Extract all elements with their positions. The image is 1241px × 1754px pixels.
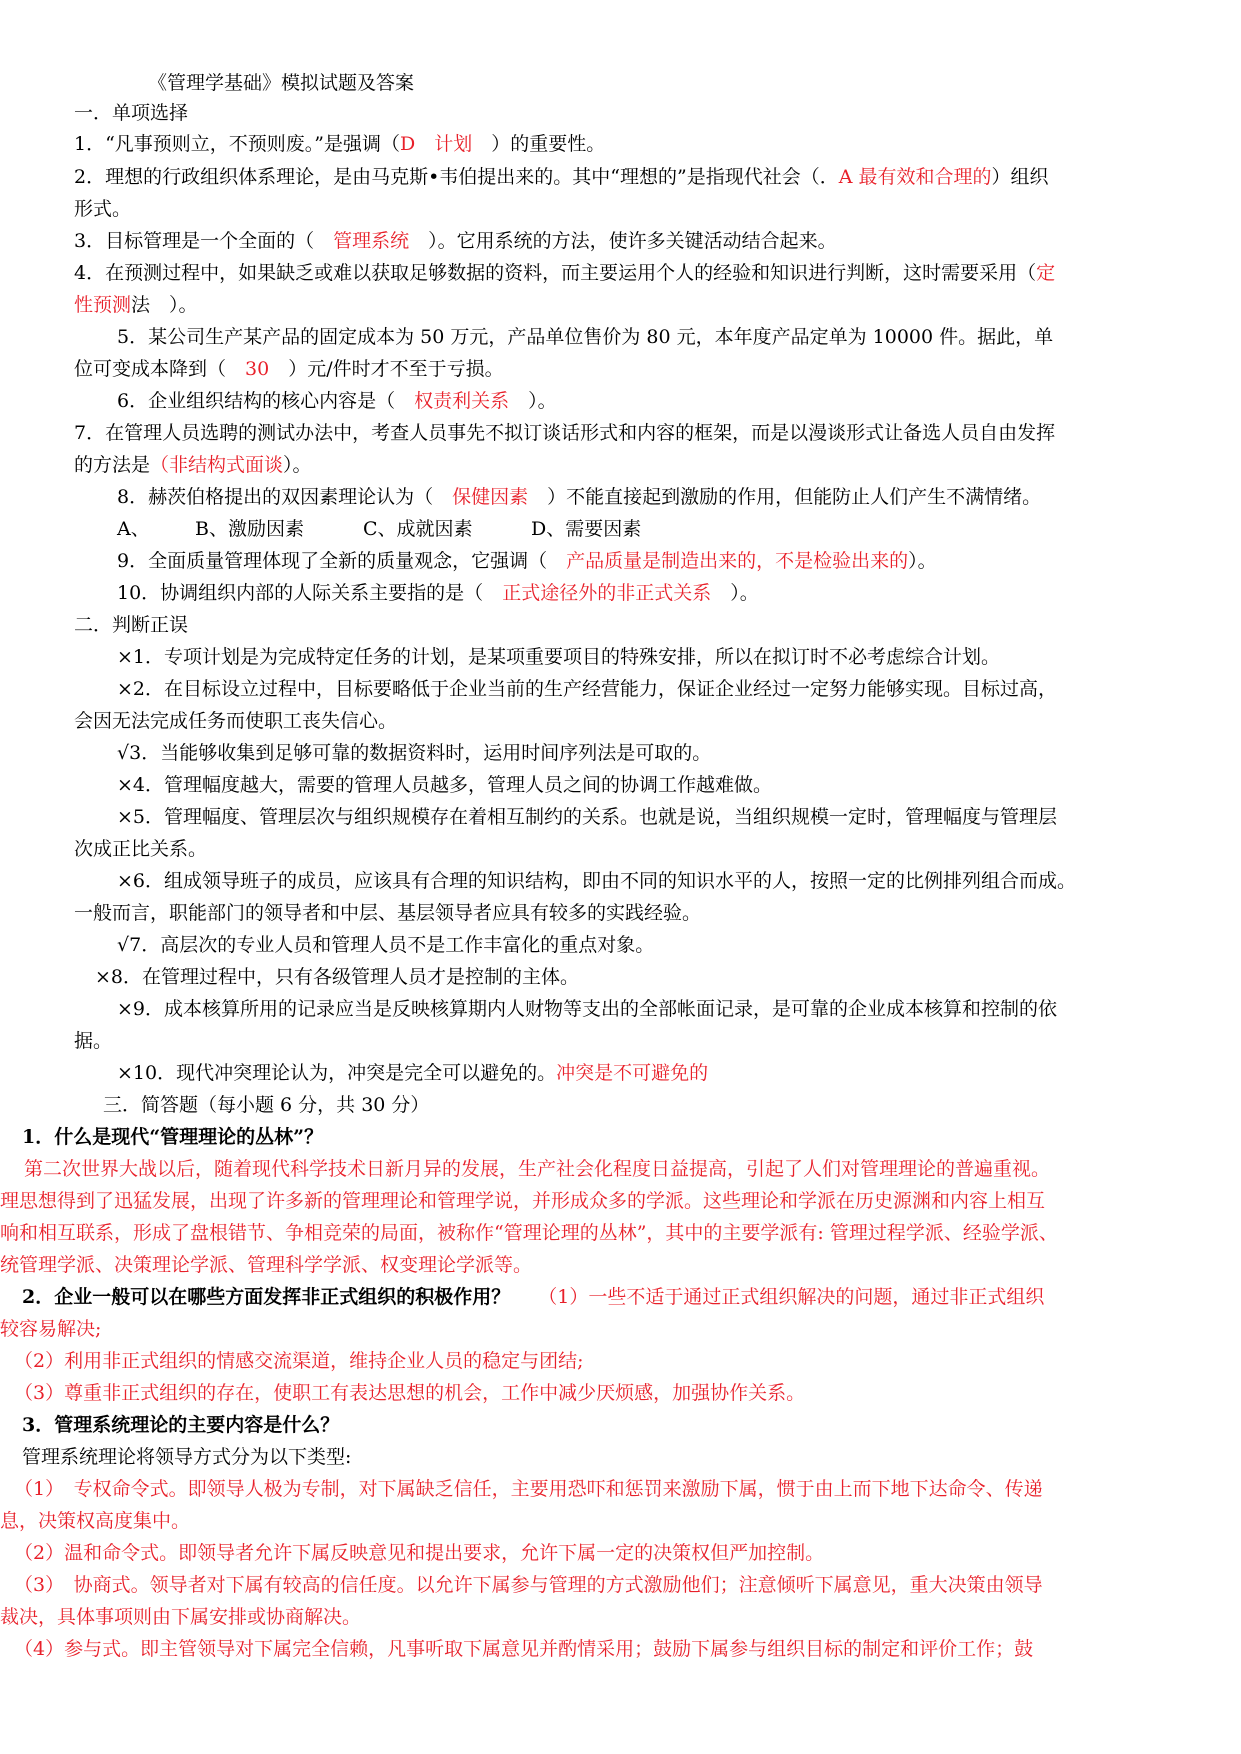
short-answer-3-line-6: （4）参与式。即主管领导对下属完全信赖，凡事听取下属意见并酌情采用；鼓励下属参与组织目标的制定和评价工作；鼓 [14,1638,1034,1660]
answer: 冲突是不可避免的 [556,1062,709,1084]
short-question-3: 3．管理系统理论的主要内容是什么？ [22,1414,340,1436]
short-answer-1-line-1: 第二次世界大战以后，随着现代科学技术日新月异的发展，生产社会化程度日益提高，引起了人们对管理理论的普遍重视。 [24,1158,1051,1180]
question-3: 3．目标管理是一个全面的（ 管理系统 ）。它用系统的方法，使许多关键活动结合起来。 [74,230,837,252]
judgement-5-cont: 次成正比关系。 [74,838,208,860]
option-d: D、需要因素 [531,518,642,540]
judgement-8: ×8．在管理过程中，只有各级管理人员才是控制的主体。 [95,966,580,988]
answer: 性预测 [74,294,132,316]
judgement-10: ×10．现代冲突理论认为，冲突是完全可以避免的。冲突是不可避免的 [117,1062,709,1084]
question-1: 1．“凡事预则立，不预则废。”是强调（D 计划 ）的重要性。 [74,133,606,155]
question-4: 4．在预测过程中，如果缺乏或难以获取足够数据的资料，而主要运用个人的经验和知识进行判断，这时需要采用（定 [74,262,1056,284]
answer: D 计划 [400,133,492,155]
short-answer-2-line-2: （2）利用非正式组织的情感交流渠道，维持企业人员的稳定与团结; [14,1350,584,1372]
judgement-3: √3．当能够收集到足够可靠的数据资料时，运用时间序列法是可取的。 [117,742,712,764]
option-b: B、激励因素 [195,518,304,540]
short-answer-1-line-2: 理思想得到了迅猛发展，出现了许多新的管理理论和管理学说，并形成众多的学派。这些理论和学派在历史源渊和内容上相互 [0,1190,1046,1212]
judgement-6: ×6．组成领导班子的成员，应该具有合理的知识结构，即由不同的知识水平的人，按照一定的比例排列组合而成。 [117,870,1077,892]
judgement-1: ×1．专项计划是为完成特定任务的计划，是某项重要项目的特殊安排，所以在拟订时不必考虑综合计划。 [117,646,1001,668]
judgement-2: ×2．在目标设立过程中，目标要略低于企业当前的生产经营能力，保证企业经过一定努力能够实现。目标过高， [117,678,1058,700]
option-a: A、 [117,518,150,540]
document-title: 《管理学基础》模拟试题及答案 [148,72,415,94]
answer: 保健因素 [452,486,548,508]
question-5: 5．某公司生产某产品的固定成本为 50 万元，产品单位售价为 80 元，本年度产品定单为 10000 件。据此，单 [117,326,1054,348]
answer: A 最有效和合理的 [838,166,992,188]
answer: 正式途径外的非正式关系 [502,582,731,604]
question-7: 7．在管理人员选聘的测试办法中，考查人员事先不拟订谈话形式和内容的框架，而是以漫谈形式让备选人员自由发挥 [74,422,1056,444]
option-c: C、成就因素 [363,518,473,540]
question-2: 2．理想的行政组织体系理论，是由马克斯•韦伯提出来的。其中“理想的”是指现代社会（．A 最有效和合理的）组织 [74,166,1049,188]
short-answer-2-line-1: 较容易解决; [0,1318,102,1340]
judgement-9: ×9．成本核算所用的记录应当是反映核算期内人财物等支出的全部帐面记录，是可靠的企业成本核算和控制的依 [117,998,1058,1020]
answer: （非结构式面谈 [150,454,284,476]
short-answer-3-line-1: （1） 专权命令式。即领导人极为专制，对下属缺乏信任，主要用恐吓和惩罚来激励下属，惯于由上而下地下达命令、传递 [14,1478,1043,1500]
section-heading-single-choice: 一．单项选择 [74,102,189,124]
question-10: 10．协调组织内部的人际关系主要指的是（ 正式途径外的非正式关系 ）。 [117,582,759,604]
short-question-1: 1．什么是现代“管理理论的丛林”？ [22,1126,324,1148]
answer: 定 [1036,262,1056,284]
question-9: 9．全面质量管理体现了全新的质量观念，它强调（ 产品质量是制造出来的，不是检验出来的）。 [117,550,937,572]
answer: 30 [245,358,289,380]
short-answer-2-line-3: （3）尊重非正式组织的存在，使职工有表达思想的机会，工作中减少厌烦感，加强协作关系。 [14,1382,806,1404]
answer: 管理系统 [333,230,429,252]
question-8: 8．赫茨伯格提出的双因素理论认为（ 保健因素 ）不能直接起到激励的作用，但能防止人们产生不满情绪。 [117,486,1042,508]
short-answer-1-line-3: 响和相互联系，形成了盘根错节、争相竞荣的局面，被称作“管理论理的丛林”，其中的主要学派有: 管理过程学派、经验学派、 [0,1222,1058,1244]
judgement-7: √7．高层次的专业人员和管理人员不是工作丰富化的重点对象。 [117,934,655,956]
answer: （1）一些不适于通过正式组织解决的问题，通过非正式组织 [538,1286,1045,1308]
question-2-cont: 形式。 [74,198,132,220]
short-answer-3-line-3: （2）温和命令式。即领导者允许下属反映意见和提出要求，允许下属一定的决策权但严加控制。 [14,1542,825,1564]
short-question-2: 2．企业一般可以在哪些方面发挥非正式组织的积极作用？ （1）一些不适于通过正式组织解决的问题，通过非正式组织 [22,1286,1045,1308]
judgement-6-cont: 一般而言，职能部门的领导者和中层、基层领导者应具有较多的实践经验。 [74,902,702,924]
judgement-4: ×4．管理幅度越大，需要的管理人员越多，管理人员之间的协调工作越难做。 [117,774,773,796]
judgement-9-cont: 据。 [74,1030,113,1052]
section-heading-true-false: 二．判断正误 [74,614,189,636]
question-4-cont: 性预测法 ）。 [74,294,198,316]
judgement-5: ×5．管理幅度、管理层次与组织规模存在着相互制约的关系。也就是说，当组织规模一定时，管理幅度与管理层 [117,806,1058,828]
short-answer-3-line-2: 息，决策权高度集中。 [0,1510,191,1532]
question-5-cont: 位可变成本降到（ 30 ）元/件时才不至于亏损。 [74,358,504,380]
short-answer-3-line-4: （3） 协商式。领导者对下属有较高的信任度。以允许下属参与管理的方式激励他们；注意倾听下属意见，重大决策由领导 [14,1574,1043,1596]
section-heading-short-answer: 三．简答题（每小题 6 分，共 30 分） [103,1094,430,1116]
short-answer-1-line-4: 统管理学派、决策理论学派、管理科学学派、权变理论学派等。 [0,1254,533,1276]
short-answer-3-line-5: 裁决，具体事项则由下属安排或协商解决。 [0,1606,362,1628]
answer: 权责利关系 [414,390,529,412]
answer: 产品质量是制造出来的，不是检验出来的 [566,550,909,572]
short-question-3-intro: 管理系统理论将领导方式分为以下类型: [22,1446,352,1468]
question-8-options [117,516,641,542]
question-6: 6．企业组织结构的核心内容是（ 权责利关系 ）。 [117,390,557,412]
judgement-2-cont: 会因无法完成任务而使职工丧失信心。 [74,710,398,732]
question-7-cont: 的方法是（非结构式面谈）。 [74,454,312,476]
